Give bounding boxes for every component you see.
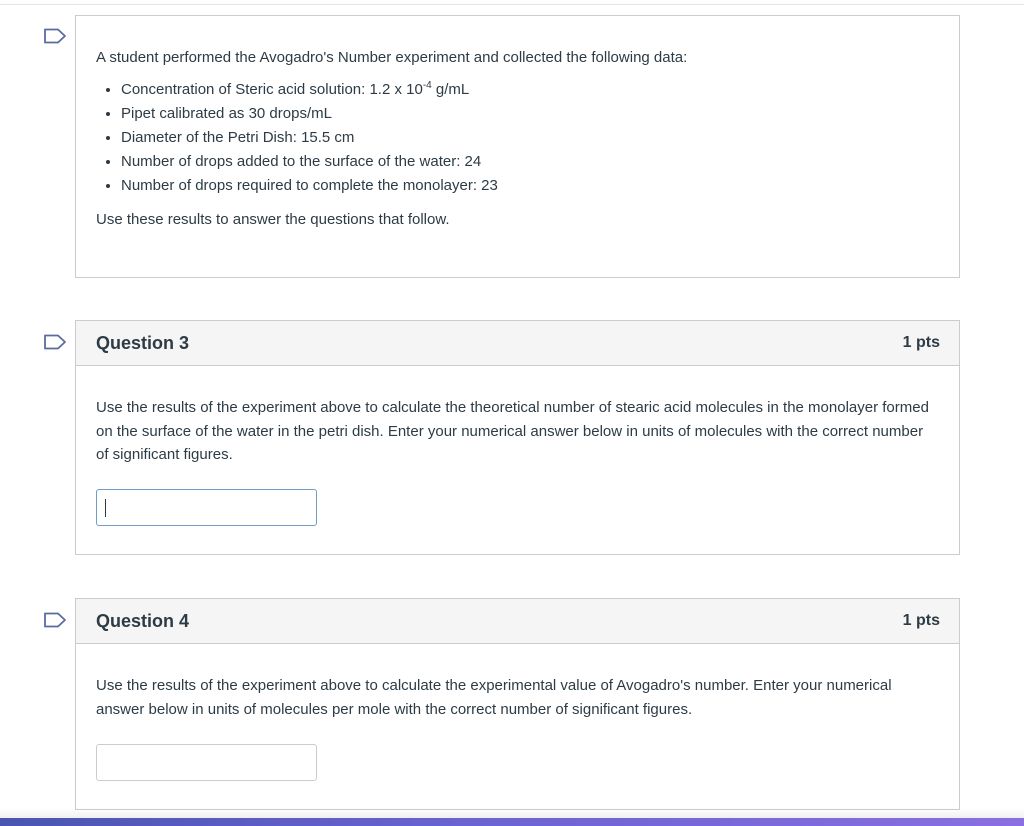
list-item: • Concentration of Steric acid solution: 1.2 x $10^{-4}$ g/mL <box>121 78 939 102</box>
footer-shadow <box>0 808 1024 818</box>
intro-card <box>75 15 960 278</box>
question-header <box>76 321 959 366</box>
question-title: Question 3 <box>96 332 190 353</box>
intro-body <box>76 16 959 232</box>
list-item: • Diameter of the Petri Dish: 15.5 cm <box>121 126 939 150</box>
text-cursor <box>105 499 106 517</box>
answer-input[interactable] <box>96 489 317 526</box>
intro-heading: A student performed the Avogadro's Number experiment and collected the following data: <box>96 49 688 66</box>
list-item: • Number of drops added to the surface of the water: 24 <box>121 150 939 174</box>
list-item: • Number of drops required to complete the monolayer: 23 <box>121 174 939 198</box>
list-item: • Pipet calibrated as 30 drops/mL <box>121 102 939 126</box>
question-header <box>76 599 959 644</box>
bottom-bar <box>0 818 1024 826</box>
flag-icon[interactable] <box>43 334 67 350</box>
question-title: Question 4 <box>96 610 190 631</box>
data-list <box>96 78 939 198</box>
flag-icon[interactable] <box>43 28 67 44</box>
flag-icon[interactable] <box>43 612 67 628</box>
question-points: 1 pts <box>902 334 940 351</box>
answer-input[interactable] <box>96 744 317 781</box>
question-card-3 <box>75 320 960 555</box>
question-card-4 <box>75 598 960 810</box>
question-text: Use the results of the experiment above to calculate the theoretical number of stearic acid molecules in the monolayer formed on the surface of the water in the petri dish. Enter your numerical answer below in units of molecules with the correct number of significant figures. <box>96 399 929 463</box>
question-points: 1 pts <box>902 612 940 629</box>
intro-footer: Use these results to answer the questions that follow. <box>96 211 450 228</box>
question-text: Use the results of the experiment above to calculate the experimental value of Avogadro's number. Enter your numerical answer below in units of molecules per mole with the correct number of significant figures. <box>96 677 892 718</box>
top-divider <box>0 4 1024 5</box>
